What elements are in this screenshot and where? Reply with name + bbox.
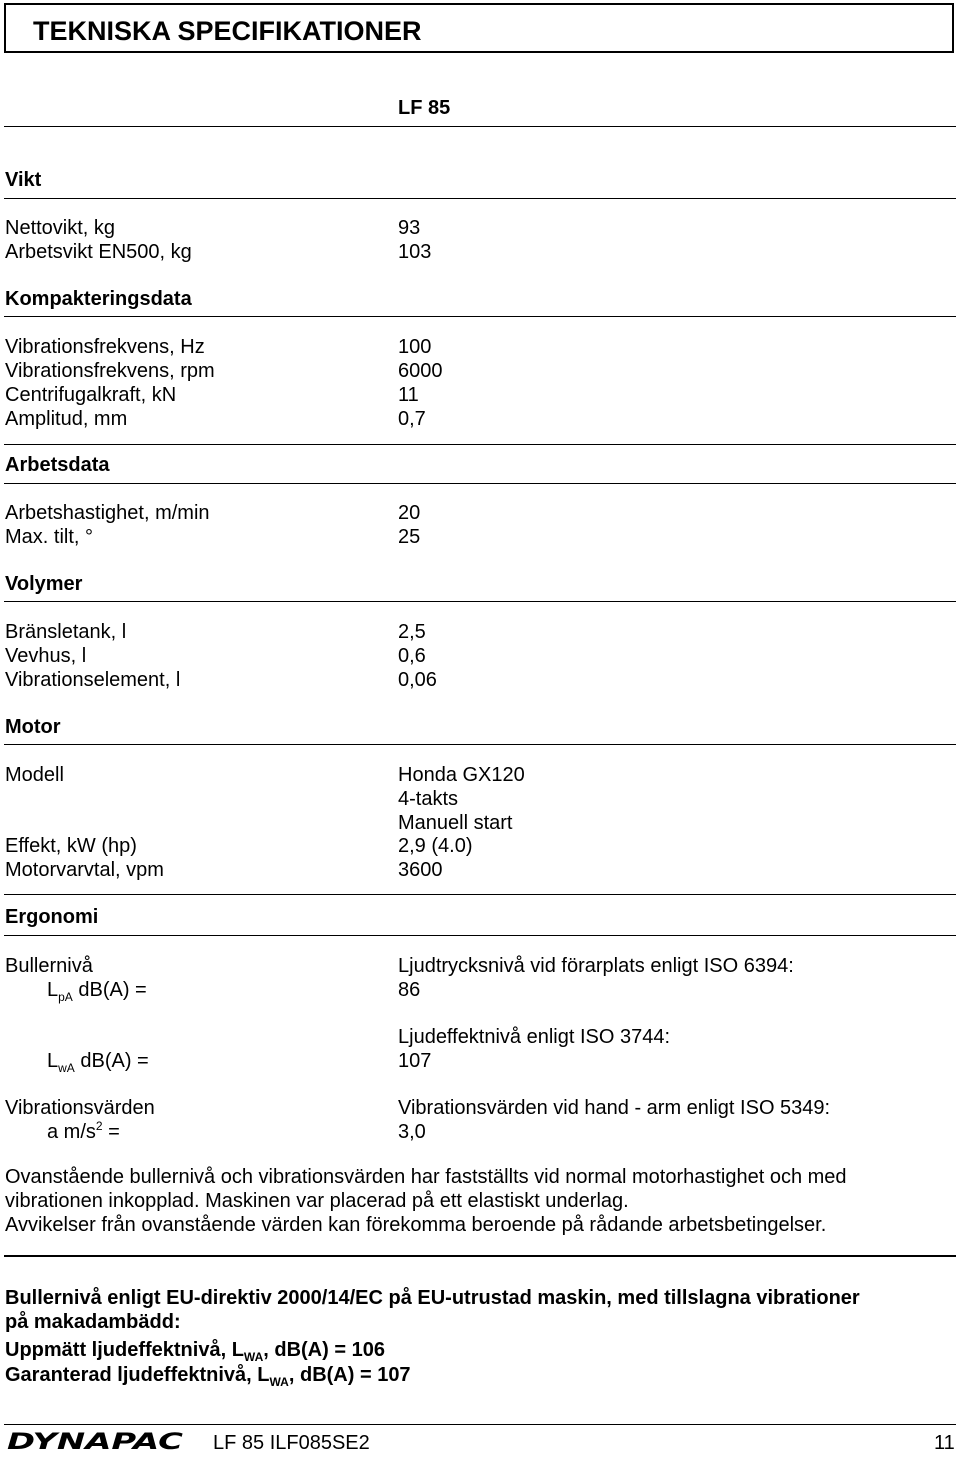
divider bbox=[4, 894, 956, 895]
spec-label: Vibrationsfrekvens, rpm bbox=[5, 360, 215, 382]
spec-value: 3,0 bbox=[398, 1121, 426, 1143]
divider bbox=[4, 444, 956, 445]
page-number: 11 bbox=[934, 1432, 955, 1454]
spec-label: Vibrationselement, l bbox=[5, 669, 181, 691]
section-heading-volymer: Volymer bbox=[5, 573, 83, 595]
divider bbox=[4, 198, 956, 199]
section-heading-arbetsdata: Arbetsdata bbox=[5, 454, 110, 476]
divider bbox=[4, 601, 956, 602]
spec-value: 11 bbox=[398, 384, 419, 406]
eu-guaranteed: Garanterad ljudeffektnivå, $L_{WA}$, dB(A) = 107 bbox=[5, 1364, 411, 1389]
spec-value: 20 bbox=[398, 502, 421, 524]
spec-label: Bränsletank, l bbox=[5, 621, 127, 643]
spec-value: 100 bbox=[398, 336, 432, 358]
spec-value: 4-takts bbox=[398, 788, 459, 810]
note-line: Ovanstående bullernivå och vibrationsvärden har fastställts vid normal motorhastighet och med bbox=[5, 1166, 847, 1188]
note-line: vibrationen inkopplad. Maskinen var placerad på ett elastiskt underlag. bbox=[5, 1190, 629, 1212]
section-heading-vikt: Vikt bbox=[5, 169, 42, 191]
divider bbox=[4, 483, 956, 484]
footer-divider bbox=[4, 1424, 956, 1425]
spec-value: Manuell start bbox=[398, 812, 513, 834]
spec-label: Amplitud, mm bbox=[5, 408, 128, 430]
lpa-label: $L_{pA}$ dB(A) = bbox=[47, 979, 147, 1004]
spec-description: Ljudeffektnivå enligt ISO 3744: bbox=[398, 1026, 671, 1048]
document-reference: LF 85 ILF085SE2 bbox=[213, 1432, 370, 1454]
spec-value: Honda GX120 bbox=[398, 764, 525, 786]
spec-value: 0,6 bbox=[398, 645, 426, 667]
spec-label: Max. tilt, ° bbox=[5, 526, 94, 548]
spec-description: Ljudtrycksnivå vid förarplats enligt ISO 6394: bbox=[398, 955, 794, 977]
spec-value: 93 bbox=[398, 217, 421, 239]
eu-measured: Uppmätt ljudeffektnivå, $L_{WA}$, dB(A) = 106 bbox=[5, 1339, 385, 1364]
divider bbox=[4, 935, 956, 936]
spec-value: 107 bbox=[398, 1050, 432, 1072]
spec-label: Nettovikt, kg bbox=[5, 217, 116, 239]
spec-value: 3600 bbox=[398, 859, 443, 881]
vib-unit-label: a $m/s^2$ = bbox=[47, 1119, 120, 1143]
spec-label: Arbetsvikt EN500, kg bbox=[5, 241, 192, 263]
section-heading-ergonomi: Ergonomi bbox=[5, 906, 99, 928]
note-line: Avvikelser från ovanstående värden kan förekomma beroende på rådande arbetsbetingelser. bbox=[5, 1214, 827, 1236]
divider bbox=[4, 316, 956, 317]
section-heading-motor: Motor bbox=[5, 716, 61, 738]
spec-description: Vibrationsvärden vid hand - arm enligt ISO 5349: bbox=[398, 1097, 831, 1119]
spec-value: 0,06 bbox=[398, 669, 437, 691]
lwa-label: $L_{wA}$ dB(A) = bbox=[47, 1050, 149, 1075]
divider bbox=[4, 1255, 956, 1257]
title-box bbox=[4, 3, 954, 53]
spec-value: 25 bbox=[398, 526, 421, 548]
spec-label: Motorvarvtal, vpm bbox=[5, 859, 164, 881]
spec-label: Arbetshastighet, m/min bbox=[5, 502, 210, 524]
spec-label: Bullernivå bbox=[5, 955, 93, 977]
spec-label: Centrifugalkraft, kN bbox=[5, 384, 177, 406]
dynapac-logo bbox=[5, 1430, 187, 1452]
spec-label: Effekt, kW (hp) bbox=[5, 835, 137, 857]
divider bbox=[4, 126, 956, 127]
eu-line: på makadambädd: bbox=[5, 1311, 181, 1333]
spec-value: 2,9 (4.0) bbox=[398, 835, 473, 857]
spec-value: 0,7 bbox=[398, 408, 426, 430]
divider bbox=[4, 744, 956, 745]
spec-value: 103 bbox=[398, 241, 432, 263]
model-header: LF 85 bbox=[398, 97, 451, 119]
svg-text:DYNAPAC: DYNAPAC bbox=[7, 1430, 183, 1452]
section-heading-kompakteringsdata: Kompakteringsdata bbox=[5, 288, 192, 310]
page-title: TEKNISKA SPECIFIKATIONER bbox=[33, 16, 422, 46]
spec-label: Vevhus, l bbox=[5, 645, 87, 667]
spec-value: 2,5 bbox=[398, 621, 426, 643]
spec-label: Modell bbox=[5, 764, 64, 786]
spec-value: 86 bbox=[398, 979, 421, 1001]
spec-label: Vibrationsvärden bbox=[5, 1097, 155, 1119]
spec-value: 6000 bbox=[398, 360, 443, 382]
eu-line: Bullernivå enligt EU-direktiv 2000/14/EC på EU-utrustad maskin, med tillslagna vibrationer bbox=[5, 1287, 860, 1309]
spec-label: Vibrationsfrekvens, Hz bbox=[5, 336, 205, 358]
